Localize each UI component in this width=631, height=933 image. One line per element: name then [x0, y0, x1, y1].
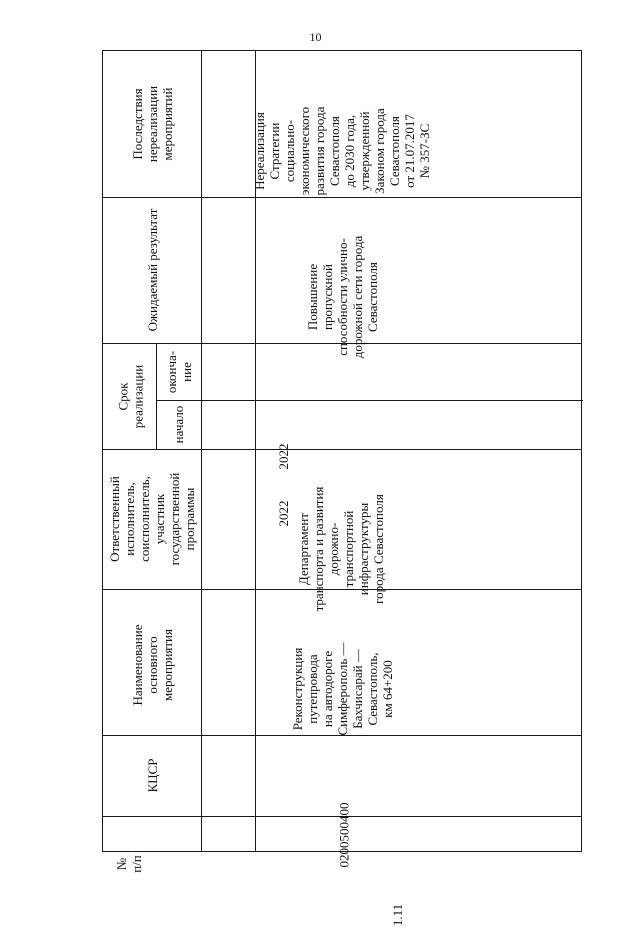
cell-result: Повышение пропускной способности улично- дорожной сети города Севастополя: [304, 235, 380, 359]
period-start-end-divider: [156, 400, 583, 401]
cell-kcsr: 0200500400: [336, 802, 351, 868]
header-result: Ожидаемый результат: [144, 208, 160, 332]
header-end: оконча- ние: [164, 350, 194, 394]
plan-table: [102, 50, 582, 927]
page-number: 10: [309, 30, 322, 44]
cell-num: 1.11: [389, 903, 405, 927]
header-num: № п/п: [114, 855, 144, 873]
cell-end: 2022: [276, 443, 291, 470]
header-executor: Ответственный исполнитель, соисполнитель, участник государственной программы: [107, 472, 197, 566]
header-start: начало: [171, 405, 186, 444]
cell-executor: Департамент транспорта и развития дорожно- транспортной инфраструктуры города Севастополя: [296, 486, 386, 612]
header-name: Наименование основного мероприятия: [129, 624, 175, 706]
header-consequences: Последствия нереализации мероприятий: [129, 85, 175, 163]
header-kcsr: КЦСР: [145, 758, 160, 793]
header-period: Срок реализации: [115, 364, 145, 429]
cell-name: Реконструкция путепровода на автодороге Симферополь — Бахчисарай — Севастополь, км 64+200: [289, 642, 395, 736]
cell-start: 2022: [276, 500, 291, 527]
cell-consequences: Нереализация Стратегии социально- экономического развития города Севастополя до 2030 года, утвержденной Законом города Севастополя от 21.07.2017 № 357-ЗС: [252, 106, 432, 196]
